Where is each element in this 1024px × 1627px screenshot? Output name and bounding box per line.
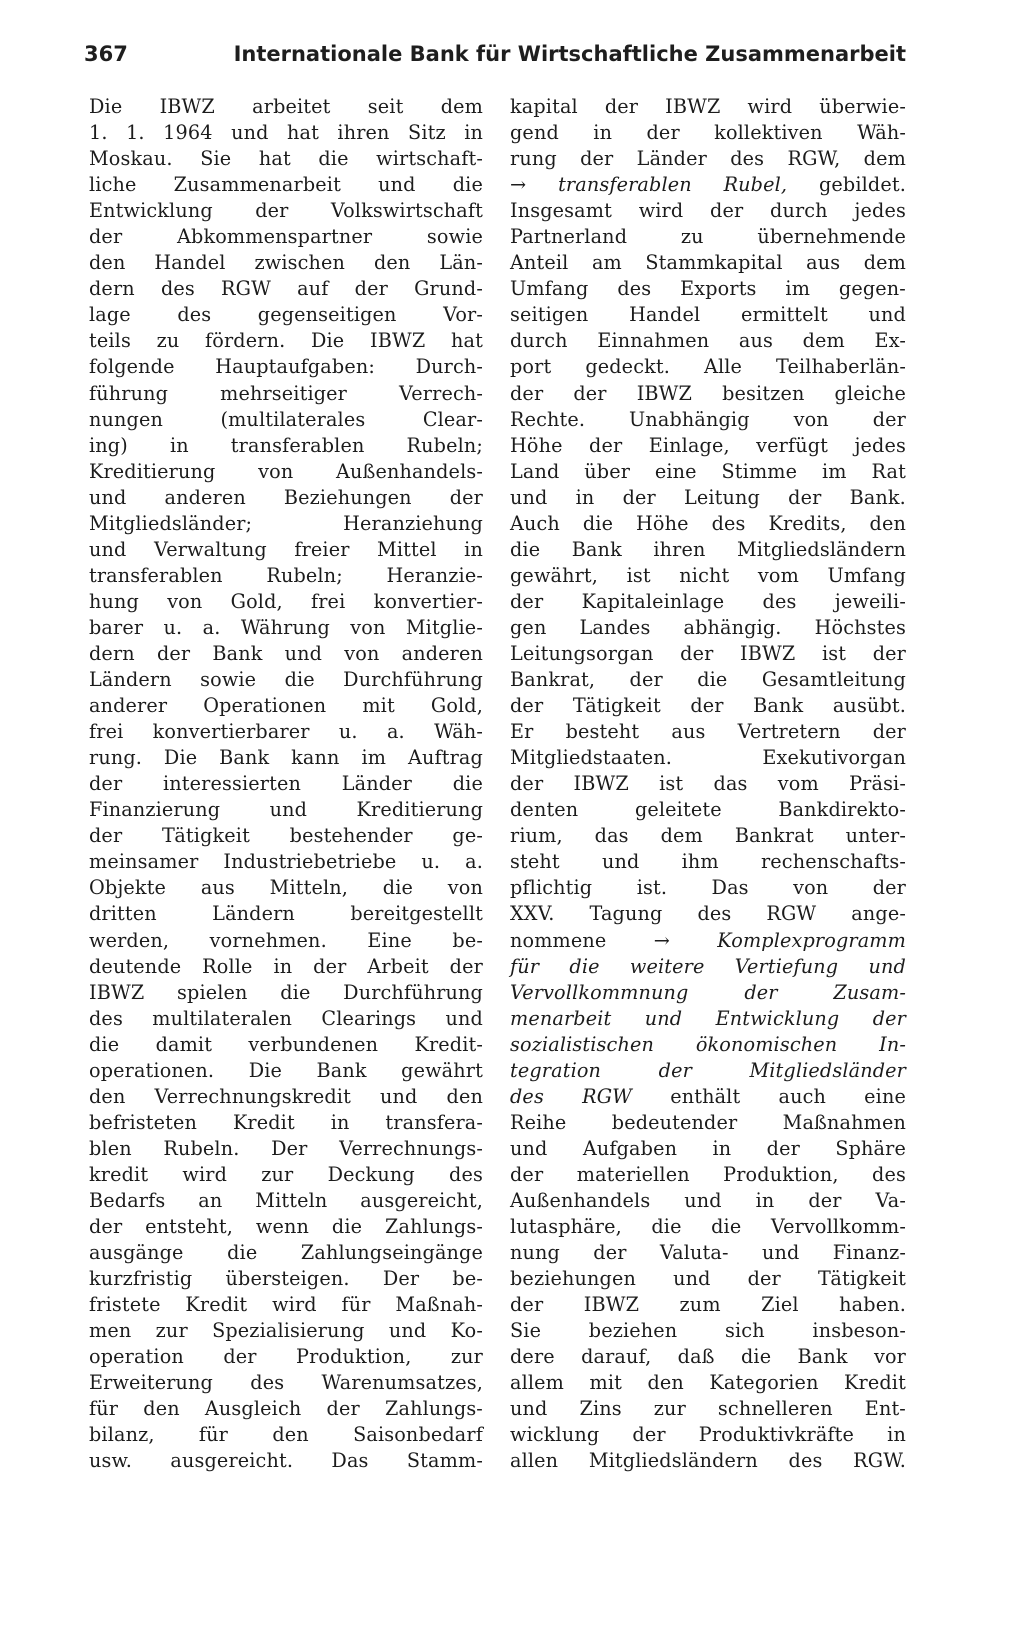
text-line: Bankrat, der die Gesamtleitung	[510, 668, 906, 692]
text-line: liche Zusammenarbeit und die	[89, 173, 483, 197]
text-line: der Kapitaleinlage des jeweili-	[510, 589, 906, 613]
text-line: hung von Gold, frei konvertier-	[89, 589, 483, 613]
text-line: der materiellen Produktion, des	[510, 1162, 906, 1186]
text-line: gewährt, ist nicht vom Umfang	[510, 563, 906, 587]
text-line: Mitgliedstaaten. Exekutivorgan	[510, 746, 906, 770]
text-line: Höhe der Einlage, verfügt jedes	[510, 433, 906, 457]
text-line: 1. 1. 1964 und hat ihren Sitz in	[89, 121, 483, 145]
text-line: menarbeit und Entwicklung der	[510, 1006, 906, 1030]
text-line: gen Landes abhängig. Höchstes	[510, 615, 906, 639]
text-line: lage des gegenseitigen Vor-	[89, 303, 483, 327]
text-line: führung mehrseitiger Verrech-	[89, 381, 483, 405]
text-line: lutasphäre, die die Vervollkomm-	[510, 1215, 906, 1239]
text-line: des multilateralen Clearings und	[89, 1006, 483, 1030]
text-line: Insgesamt wird der durch jedes	[510, 199, 906, 223]
text-line: gend in der kollektiven Wäh-	[510, 121, 906, 145]
text-line: usw. ausgereicht. Das Stamm-	[89, 1449, 483, 1473]
text-line: durch Einnahmen aus dem Ex-	[510, 329, 906, 353]
text-line: Die IBWZ arbeitet seit dem	[89, 95, 483, 118]
text-line: wicklung der Produktivkräfte in	[510, 1423, 906, 1447]
text-line: Er besteht aus Vertretern der	[510, 720, 906, 744]
text-line: der Tätigkeit der Bank ausübt.	[510, 694, 906, 718]
text-line: und Zins zur schnelleren Ent-	[510, 1397, 906, 1421]
text-line: werden, vornehmen. Eine be-	[89, 928, 483, 952]
text-line: IBWZ spielen die Durchführung	[89, 980, 483, 1004]
text-line: und anderen Beziehungen der	[89, 485, 483, 509]
text-line: transferablen Rubeln; Heranzie-	[89, 563, 483, 587]
text-line: der entsteht, wenn die Zahlungs-	[89, 1215, 483, 1239]
text-line: nungen (multilaterales Clear-	[89, 407, 483, 431]
text-line: für die weitere Vertiefung und	[510, 954, 906, 978]
text-line: allen Mitgliedsländern des RGW.	[510, 1449, 906, 1473]
text-line: barer u. a. Währung von Mitglie-	[89, 615, 483, 639]
text-line: rium, das dem Bankrat unter-	[510, 824, 906, 848]
text-line: Erweiterung des Warenumsatzes,	[89, 1371, 483, 1395]
text-line: kurzfristig übersteigen. Der be-	[89, 1267, 483, 1291]
text-line: der IBWZ zum Ziel haben.	[510, 1293, 906, 1317]
text-line: nung der Valuta- und Finanz-	[510, 1241, 906, 1265]
text-line: Ländern sowie die Durchführung	[89, 668, 483, 692]
text-line: befristeten Kredit in transfera-	[89, 1110, 483, 1134]
text-line: und in der Leitung der Bank.	[510, 485, 906, 509]
text-line: und Aufgaben in der Sphäre	[510, 1136, 906, 1160]
text-line: tegration der Mitgliedsländer	[510, 1058, 906, 1082]
text-line: Partnerland zu übernehmende	[510, 225, 906, 249]
text-line: denten geleitete Bankdirekto-	[510, 798, 906, 822]
text-line: pflichtig ist. Das von der	[510, 876, 906, 900]
text-line: der der IBWZ besitzen gleiche	[510, 381, 906, 405]
left-text-column	[89, 94, 483, 1474]
text-line: der IBWZ ist das vom Präsi-	[510, 772, 906, 796]
text-line: kredit wird zur Deckung des	[89, 1162, 483, 1186]
text-line: rung der Länder des RGW, dem	[510, 147, 906, 171]
text-line: rung. Die Bank kann im Auftrag	[89, 746, 483, 770]
text-line: Mitgliedsländer; Heranziehung	[89, 511, 483, 535]
text-line: die Bank ihren Mitgliedsländern	[510, 537, 906, 561]
text-line: seitigen Handel ermittelt und	[510, 303, 906, 327]
page-number: 367	[84, 42, 128, 66]
text-line: Sie beziehen sich insbeson-	[510, 1319, 906, 1343]
text-line: sozialistischen ökonomischen In-	[510, 1032, 906, 1056]
text-line: Land über eine Stimme im Rat	[510, 459, 906, 483]
text-line: dern der Bank und von anderen	[89, 641, 483, 665]
text-line: dritten Ländern bereitgestellt	[89, 902, 483, 926]
text-line: Finanzierung und Kreditierung	[89, 798, 483, 822]
page-header	[84, 42, 906, 78]
text-line: deutende Rolle in der Arbeit der	[89, 954, 483, 978]
text-line: der Abkommenspartner sowie	[89, 225, 483, 249]
running-head: Internationale Bank für Wirtschaftliche Zusammenarbeit	[233, 42, 906, 66]
text-line: des RGW enthält auch eine	[510, 1084, 906, 1108]
text-line: meinsamer Industriebetriebe u. a.	[89, 850, 483, 874]
text-line: für den Ausgleich der Zahlungs-	[89, 1397, 483, 1421]
text-line: Kreditierung von Außenhandels-	[89, 459, 483, 483]
text-line: folgende Hauptaufgaben: Durch-	[89, 355, 483, 379]
text-line: und Verwaltung freier Mittel in	[89, 537, 483, 561]
text-line: steht und ihm rechenschafts-	[510, 850, 906, 874]
text-line: XXV. Tagung des RGW ange-	[510, 902, 906, 926]
text-line: → transferablen Rubel, gebildet.	[510, 173, 906, 197]
text-line: der Tätigkeit bestehender ge-	[89, 824, 483, 848]
text-line: den Handel zwischen den Län-	[89, 251, 483, 275]
text-line: Außenhandels und in der Va-	[510, 1188, 906, 1212]
text-line: kapital der IBWZ wird überwie-	[510, 95, 906, 118]
text-line: anderer Operationen mit Gold,	[89, 694, 483, 718]
text-line: port gedeckt. Alle Teilhaberlän-	[510, 355, 906, 379]
text-line: Bedarfs an Mitteln ausgereicht,	[89, 1188, 483, 1212]
text-line: Rechte. Unabhängig von der	[510, 407, 906, 431]
text-line: dere darauf, daß die Bank vor	[510, 1345, 906, 1369]
text-line: Leitungsorgan der IBWZ ist der	[510, 641, 906, 665]
text-line: Reihe bedeutender Maßnahmen	[510, 1110, 906, 1134]
text-line: dern des RGW auf der Grund-	[89, 277, 483, 301]
text-line: men zur Spezialisierung und Ko-	[89, 1319, 483, 1343]
text-line: Objekte aus Mitteln, die von	[89, 876, 483, 900]
right-text-column	[510, 94, 906, 1474]
text-line: Anteil am Stammkapital aus dem	[510, 251, 906, 275]
text-line: Entwicklung der Volkswirtschaft	[89, 199, 483, 223]
text-line: den Verrechnungskredit und den	[89, 1084, 483, 1108]
text-line: nommene → Komplexprogramm	[510, 928, 906, 952]
text-line: ing) in transferablen Rubeln;	[89, 433, 483, 457]
text-line: operationen. Die Bank gewährt	[89, 1058, 483, 1082]
text-line: blen Rubeln. Der Verrechnungs-	[89, 1136, 483, 1160]
text-line: teils zu fördern. Die IBWZ hat	[89, 329, 483, 353]
text-line: operation der Produktion, zur	[89, 1345, 483, 1369]
text-line: Moskau. Sie hat die wirtschaft-	[89, 147, 483, 171]
text-line: fristete Kredit wird für Maßnah-	[89, 1293, 483, 1317]
text-line: Vervollkommnung der Zusam-	[510, 980, 906, 1004]
text-line: der interessierten Länder die	[89, 772, 483, 796]
text-line: allem mit den Kategorien Kredit	[510, 1371, 906, 1395]
text-line: beziehungen und der Tätigkeit	[510, 1267, 906, 1291]
text-line: Umfang des Exports im gegen-	[510, 277, 906, 301]
text-line: bilanz, für den Saisonbedarf	[89, 1423, 483, 1447]
text-line: die damit verbundenen Kredit-	[89, 1032, 483, 1056]
text-line: ausgänge die Zahlungseingänge	[89, 1241, 483, 1265]
text-line: frei konvertierbarer u. a. Wäh-	[89, 720, 483, 744]
text-line: Auch die Höhe des Kredits, den	[510, 511, 906, 535]
